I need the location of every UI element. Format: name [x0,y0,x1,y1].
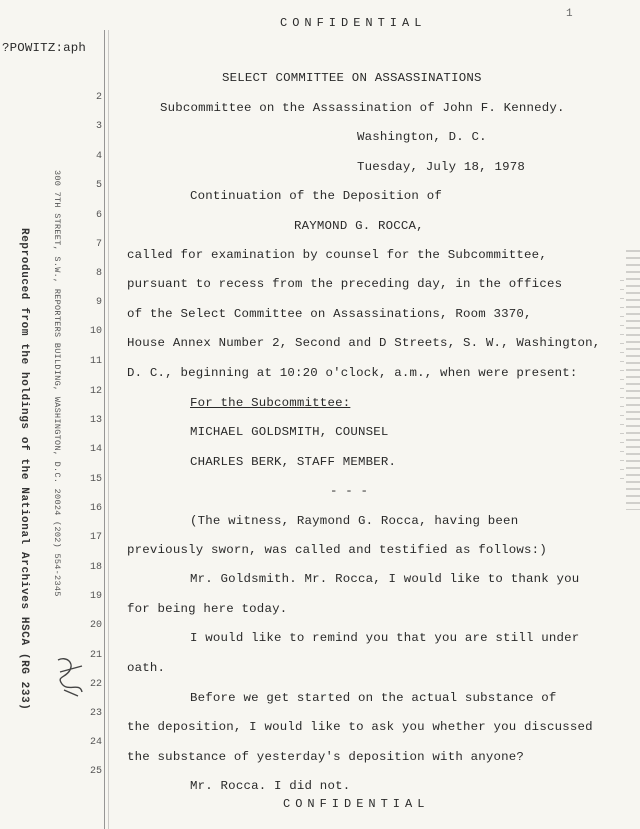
line-number: 10 [89,326,102,337]
line-number: 17 [89,532,102,543]
reproduced-note: Reproduced from the holdings of the National Archives HSCA (RG 233) [18,228,30,711]
for-subcommittee-heading: For the Subcommittee: [190,396,351,410]
signature-mark [52,652,92,702]
margin-rule [104,30,105,829]
line-number: 11 [89,356,102,367]
body-line: D. C., beginning at 10:20 o'clock, a.m., when were present: [127,366,578,380]
line-number: 8 [95,268,102,279]
body-line: of the Select Committee on Assassinations, Room 3370, [127,307,532,321]
question-line: for being here today. [127,602,288,616]
witness-line: previously sworn, was called and testified as follows:) [127,543,547,557]
line-number: 18 [89,562,102,573]
question-line: I would like to remind you that you are still under [190,631,580,645]
line-number: 22 [89,679,102,690]
line-number: 13 [89,415,102,426]
scan-artifact [620,280,624,480]
page-number: 1 [566,8,573,20]
question-line: Before we get started on the actual substance of [190,691,557,705]
line-number: 4 [95,151,102,162]
question-line: the deposition, I would like to ask you whether you discussed [127,720,593,734]
confidential-header: CONFIDENTIAL [280,16,427,30]
line-number: 21 [89,650,102,661]
line-number: 3 [95,121,102,132]
line-number: 6 [95,210,102,221]
confidential-footer: CONFIDENTIAL [283,797,430,811]
reporter-initials: ?POWITZ:aph [2,41,86,55]
line-number: 15 [89,474,102,485]
line-number: 5 [95,180,102,191]
margin-rule-inner [108,30,109,829]
line-number: 20 [89,620,102,631]
committee-title: SELECT COMMITTEE ON ASSASSINATIONS [222,71,482,85]
deponent-name: RAYMOND G. ROCCA, [294,219,424,233]
question-line: the substance of yesterday's deposition with anyone? [127,750,525,764]
line-number: 14 [89,444,102,455]
scan-artifact [626,250,640,510]
line-number: 12 [89,386,102,397]
line-number: 23 [89,708,102,719]
reporter-address: 300 7TH STREET, S.W., REPORTERS BUILDING, WASHINGTON, D.C. 20024 (202) 554-2345 [52,170,62,597]
line-number: 2 [95,92,102,103]
date: Tuesday, July 18, 1978 [357,160,525,174]
present-member: MICHAEL GOLDSMITH, COUNSEL [190,425,389,439]
body-line: pursuant to recess from the preceding day, in the offices [127,277,563,291]
location: Washington, D. C. [357,130,487,144]
line-number: 25 [89,766,102,777]
body-line: called for examination by counsel for the Subcommittee, [127,248,547,262]
line-number: 19 [89,591,102,602]
line-number: 24 [89,737,102,748]
question-line: oath. [127,661,166,675]
subcommittee-title: Subcommittee on the Assassination of John F. Kennedy. [160,101,565,115]
witness-line: (The witness, Raymond G. Rocca, having been [190,514,519,528]
question-line: Mr. Goldsmith. Mr. Rocca, I would like to thank you [190,572,580,586]
present-member: CHARLES BERK, STAFF MEMBER. [190,455,397,469]
line-number: 9 [95,297,102,308]
body-line: House Annex Number 2, Second and D Streets, S. W., Washington, [127,336,601,350]
line-number: 16 [89,503,102,514]
separator: - - - [330,484,369,498]
line-number: 7 [95,239,102,250]
answer-line: Mr. Rocca. I did not. [190,779,351,793]
continuation-line: Continuation of the Deposition of [190,189,442,203]
